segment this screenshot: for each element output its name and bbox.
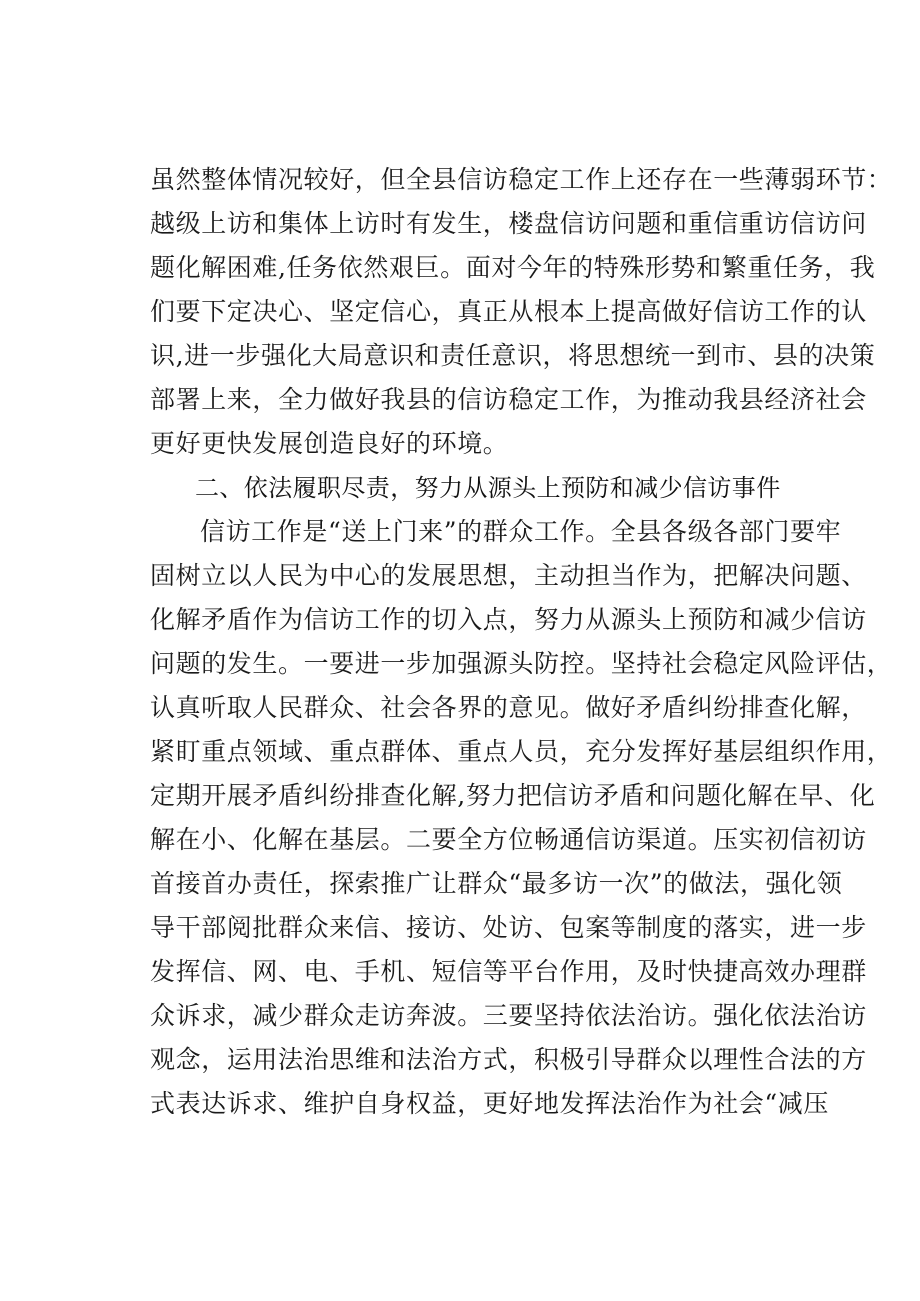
paragraph-line: 固树立以人民为中心的发展思想，主动担当作为，把解决问题、 <box>150 561 867 590</box>
paragraph-line: 问题的发生。一要进一步加强源头防控。坚持社会稳定风险评估， <box>150 649 893 678</box>
paragraph-line: 题化解困难,任务依然艰巨。面对今年的特殊形势和繁重任务，我 <box>150 253 876 282</box>
paragraph-line: 虽然整体情况较好，但全县信访稳定工作上还存在一些薄弱环节： <box>150 165 893 194</box>
paragraph-line: 发挥信、网、电、手机、短信等平台作用，及时快捷高效办理群 <box>150 957 867 986</box>
section-heading: 二、依法履职尽责，努力从源头上预防和减少信访事件 <box>195 474 781 502</box>
paragraph-line: 信访工作是“送上门来”的群众工作。全县各级各部门要牢 <box>200 517 842 546</box>
paragraph-line: 众诉求，减少群众走访奔波。三要坚持依法治访。强化依法治访 <box>150 1001 867 1030</box>
paragraph-line: 认真听取人民群众、社会各界的意见。做好矛盾纠纷排查化解， <box>150 693 867 722</box>
paragraph-line: 导干部阅批群众来信、接访、处访、包案等制度的落实，进一步 <box>150 913 867 942</box>
paragraph-line: 紧盯重点领域、重点群体、重点人员，充分发挥好基层组织作用， <box>150 737 893 766</box>
paragraph-line: 更好更快发展创造良好的环境。 <box>150 429 509 458</box>
paragraph-line: 式表达诉求、维护自身权益，更好地发挥法治作为社会“减压 <box>150 1089 829 1118</box>
paragraph-line: 越级上访和集体上访时有发生，楼盘信访问题和重信重访信访问 <box>150 209 867 238</box>
paragraph-line: 识,进一步强化大局意识和责任意识，将思想统一到市、县的决策 <box>150 341 876 370</box>
paragraph-line: 化解矛盾作为信访工作的切入点，努力从源头上预防和减少信访 <box>150 605 867 634</box>
paragraph-line: 们要下定决心、坚定信心，真正从根本上提高做好信访工作的认 <box>150 297 867 326</box>
paragraph-line: 观念，运用法治思维和法治方式，积极引导群众以理性合法的方 <box>150 1045 867 1074</box>
paragraph-line: 定期开展矛盾纠纷排查化解,努力把信访矛盾和问题化解在早、化 <box>150 781 876 810</box>
paragraph-line: 解在小、化解在基层。二要全方位畅通信访渠道。压实初信初访 <box>150 825 867 854</box>
paragraph-line: 首接首办责任，探索推广让群众“最多访一次”的做法，强化领 <box>150 869 843 898</box>
paragraph-line: 部署上来，全力做好我县的信访稳定工作，为推动我县经济社会 <box>150 385 867 414</box>
